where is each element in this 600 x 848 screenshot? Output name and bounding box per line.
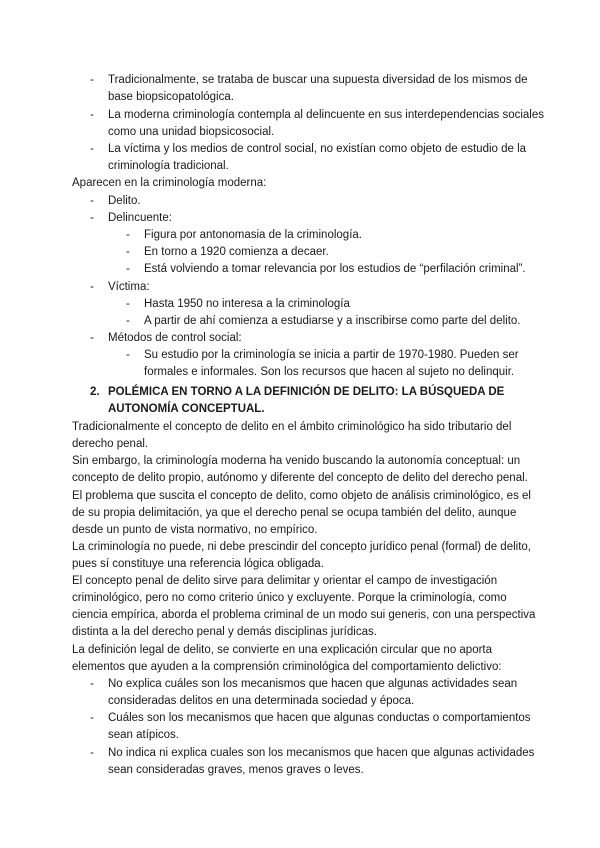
- list-item: Víctima:: [108, 281, 150, 293]
- text-line: criminología tradicional.: [108, 160, 229, 172]
- text-line: de su propia delimitación, ya que el derecho penal se ocupa también del delito, aunque: [72, 507, 517, 519]
- text-line: ciencia empírica, aborda el problema criminal de un modo sui generis, con una perspectiva: [72, 609, 536, 621]
- list-item: Delito.: [108, 195, 141, 207]
- bullet-dash: -: [90, 678, 94, 690]
- bullet-dash: -: [90, 74, 94, 86]
- list-item: Métodos de control social:: [108, 332, 242, 344]
- text-line: base biopsicopatológica.: [108, 91, 234, 103]
- list-subitem: Figura por antonomasia de la criminología.: [144, 229, 362, 241]
- text-line: pues sí constituye una referencia lógica obligada.: [72, 558, 324, 570]
- text-line: sean atípicos.: [108, 729, 179, 741]
- list-subitem: Hasta 1950 no interesa a la criminología: [144, 298, 350, 310]
- text-line: La víctima y los medios de control social, no existían como objeto de estudio de la: [108, 143, 527, 155]
- bullet-dash: -: [90, 281, 94, 293]
- list-subitem: En torno a 1920 comienza a decaer.: [144, 246, 329, 258]
- text-line: No indica ni explica cuales son los mecanismos que hacen que algunas actividades: [108, 747, 535, 759]
- list-item: Delincuente:: [108, 212, 172, 224]
- bullet-dash: -: [90, 109, 94, 121]
- list-subitem: Su estudio por la criminología se inicia a partir de 1970-1980. Pueden ser: [144, 349, 519, 361]
- bullet-dash: -: [90, 747, 94, 759]
- bullet-dash: -: [90, 143, 94, 155]
- text-line: El concepto penal de delito sirve para delimitar y orientar el campo de investigación: [72, 575, 498, 587]
- list-subitem: A partir de ahí comienza a estudiarse y a inscribirse como parte del delito.: [144, 315, 521, 327]
- bullet-dash: -: [90, 212, 94, 224]
- bullet-dash: -: [90, 712, 94, 724]
- text-line: desde un punto de vista normativo, no empírico.: [72, 524, 318, 536]
- text-line: derecho penal.: [72, 438, 149, 450]
- text-line: consideradas delitos en una determinada sociedad y época.: [108, 695, 415, 707]
- text-line: Aparecen en la criminología moderna:: [72, 177, 267, 189]
- text-line: Tradicionalmente, se trataba de buscar una supuesta diversidad de los mismos de: [108, 74, 528, 86]
- text-line: Tradicionalmente el concepto de delito en el ámbito criminológico ha sido tributario del: [72, 421, 512, 433]
- list-subitem: formales e informales. Son los recursos que hacen al sujeto no delinquir.: [144, 366, 515, 378]
- text-line: No explica cuáles son los mecanismos que hacen que algunas actividades sean: [108, 678, 518, 690]
- bullet-dash: -: [90, 195, 94, 207]
- text-line: La moderna criminología contempla al delincuente en sus interdependencias sociales: [108, 109, 544, 121]
- bullet-dash: -: [126, 315, 130, 327]
- bullet-dash: -: [90, 332, 94, 344]
- text-line: Cuáles son los mecanismos que hacen que algunas conductas o comportamientos: [108, 712, 531, 724]
- text-line: La criminología no puede, ni debe prescindir del concepto jurídico penal (formal) de delito,: [72, 541, 531, 553]
- section-title: AUTONOMÍA CONCEPTUAL.: [108, 403, 265, 415]
- bullet-dash: -: [126, 298, 130, 310]
- bullet-dash: -: [126, 263, 130, 275]
- list-subitem: Está volviendo a tomar relevancia por los estudios de “perfilación criminal”.: [144, 263, 526, 275]
- bullet-dash: -: [126, 246, 130, 258]
- text-line: La definición legal de delito, se convierte en una explicación circular que no aporta: [72, 644, 493, 656]
- text-line: como una unidad biopsicosocial.: [108, 126, 275, 138]
- section-number: 2.: [90, 386, 100, 398]
- text-line: distinta a la del derecho penal y demás disciplinas jurídicas.: [72, 626, 377, 638]
- bullet-dash: -: [126, 349, 130, 361]
- text-line: El problema que suscita el concepto de delito, como objeto de análisis criminológico, es el: [72, 490, 531, 502]
- bullet-dash: -: [126, 229, 130, 241]
- text-line: criminológico, pero no como criterio único y excluyente. Porque la criminología, como: [72, 592, 507, 604]
- text-line: concepto de delito propio, autónomo y diferente del concepto de delito del derecho penal.: [72, 472, 528, 484]
- text-line: Sin embargo, la criminología moderna ha venido buscando la autonomía conceptual: un: [72, 455, 521, 467]
- text-line: elementos que ayuden a la comprensión criminológica del comportamiento delictivo:: [72, 661, 502, 673]
- text-line: sean consideradas graves, menos graves o leves.: [108, 764, 364, 776]
- section-title: POLÉMICA EN TORNO A LA DEFINICIÓN DE DELITO: LA BÚSQUEDA DE: [108, 386, 505, 398]
